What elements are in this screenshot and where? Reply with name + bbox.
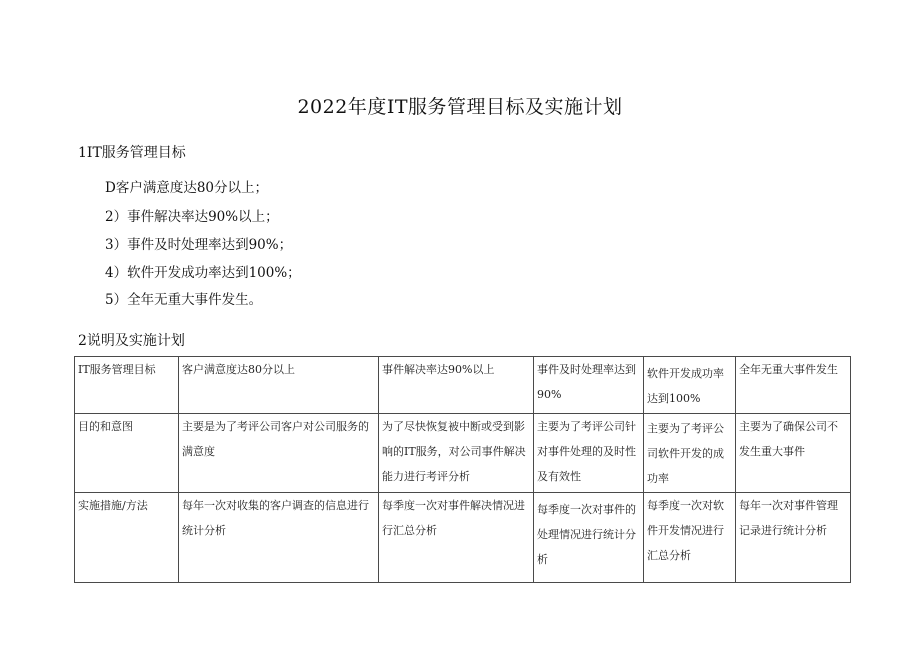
table-header-cell: 全年无重大事件发生	[736, 357, 851, 414]
implementation-plan-table	[74, 356, 851, 583]
goal-item-1: D客户满意度达80分以上；	[105, 180, 269, 196]
goal-item-5: 5）全年无重大事件发生。	[105, 292, 263, 308]
table-cell: 为了尽快恢复被中断或受到影响的IT服务，对公司事件解决能力进行考评分析	[379, 414, 534, 493]
goal-item-3: 3）事件及时处理率达到90%；	[105, 237, 293, 253]
section1-heading: 1IT服务管理目标	[78, 145, 186, 161]
table-header-cell: 事件及时处理率达到90%	[534, 357, 644, 414]
table-cell: 每季度一次对事件解决情况进行汇总分析	[379, 493, 534, 583]
section2-heading: 2说明及实施计划	[78, 333, 185, 349]
table-cell: 每年一次对事件管理记录进行统计分析	[736, 493, 851, 583]
table-header-cell: 客户满意度达80分以上	[179, 357, 379, 414]
table-row	[75, 414, 851, 493]
table-cell: 主要为了考评公司针对事件处理的及时性及有效性	[534, 414, 644, 493]
table-header-cell: 软件开发成功率达到100%	[644, 357, 736, 414]
goal-item-2: 2）事件解决率达90%以上；	[105, 209, 279, 225]
table-cell: 主要为了考评公司软件开发的成功率	[644, 414, 736, 493]
table-cell: 主要是为了考评公司客户对公司服务的满意度	[179, 414, 379, 493]
table-cell: 目的和意图	[75, 414, 179, 493]
table-cell: 主要为了确保公司不发生重大事件	[736, 414, 851, 493]
table-header-cell: IT服务管理目标	[75, 357, 179, 414]
document-title: 2022年度IT服务管理目标及实施计划	[297, 96, 623, 118]
table-cell: 每季度一次对事件的处理情况进行统计分析	[534, 493, 644, 583]
table-header-row	[75, 357, 851, 414]
table-cell: 每季度一次对软件开发情况进行汇总分析	[644, 493, 736, 583]
table-row	[75, 493, 851, 583]
table-cell: 实施措施/方法	[75, 493, 179, 583]
table-header-cell: 事件解决率达90%以上	[379, 357, 534, 414]
table-cell: 每年一次对收集的客户调查的信息进行统计分析	[179, 493, 379, 583]
goal-item-4: 4）软件开发成功率达到100%；	[105, 265, 301, 281]
